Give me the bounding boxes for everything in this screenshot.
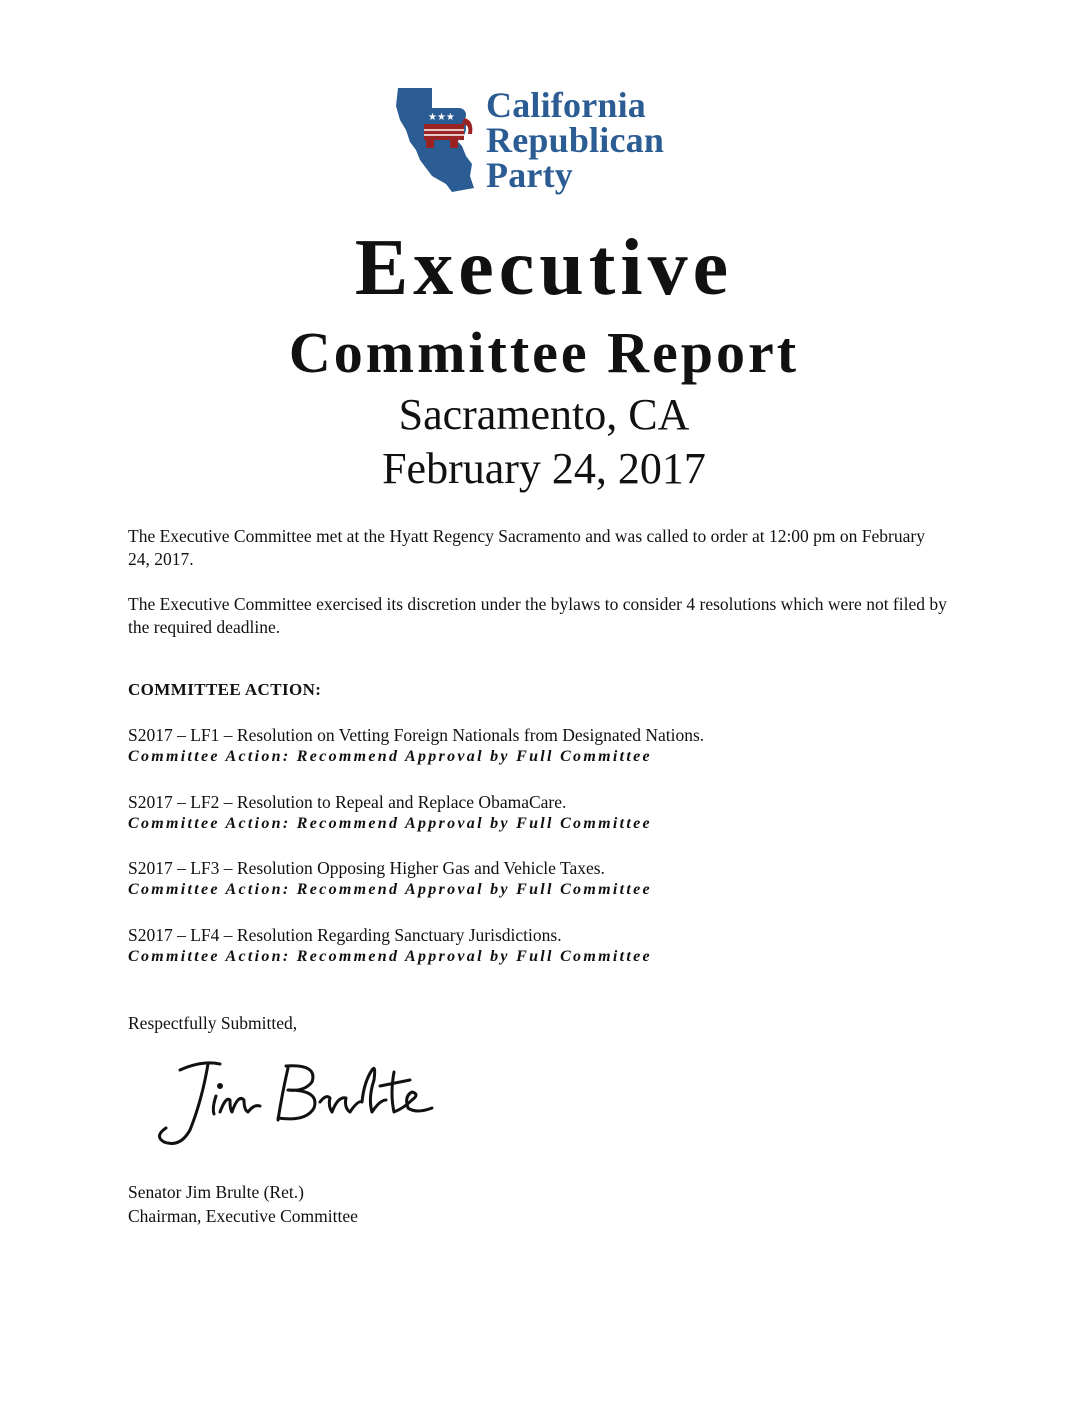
resolution-item bbox=[128, 924, 948, 968]
resolution-title: S2017 – LF2 – Resolution to Repeal and Replace ObamaCare. bbox=[128, 792, 567, 812]
logo-line-3: Party bbox=[486, 155, 573, 195]
signer-name: Senator Jim Brulte (Ret.) bbox=[128, 1182, 304, 1202]
document-title: Executive bbox=[354, 224, 734, 312]
resolution-title: S2017 – LF1 – Resolution on Vetting Foreign Nationals from Designated Nations. bbox=[128, 725, 705, 745]
signer-block bbox=[128, 1180, 358, 1228]
meeting-location: Sacramento, CA bbox=[398, 390, 690, 439]
resolution-item bbox=[128, 857, 948, 901]
document-subtitle: Committee Report bbox=[288, 320, 800, 385]
handwritten-signature bbox=[150, 1050, 450, 1150]
resolution-title: S2017 – LF4 – Resolution Regarding Sanctuary Jurisdictions. bbox=[128, 925, 562, 945]
svg-text:★★★: ★★★ bbox=[428, 112, 455, 123]
logo-wordmark bbox=[486, 85, 665, 195]
party-logo bbox=[392, 84, 702, 196]
discretion-paragraph: The Executive Committee exercised its discretion under the bylaws to consider 4 resolutions which were not filed by the required deadline. bbox=[128, 594, 947, 637]
signer-role: Chairman, Executive Committee bbox=[128, 1206, 358, 1226]
resolution-action: Committee Action: Recommend Approval by Full Committee bbox=[128, 948, 652, 965]
closing-line: Respectfully Submitted, bbox=[128, 1013, 298, 1033]
section-heading: COMMITTEE ACTION: bbox=[128, 680, 322, 699]
resolution-action: Committee Action: Recommend Approval by Full Committee bbox=[128, 881, 652, 898]
california-elephant-icon bbox=[392, 84, 484, 196]
logo-line-2: Republican bbox=[486, 120, 665, 160]
meeting-date: February 24, 2017 bbox=[382, 444, 706, 493]
logo-line-1: California bbox=[486, 85, 646, 125]
resolution-item bbox=[128, 724, 948, 768]
resolution-action: Committee Action: Recommend Approval by Full Committee bbox=[128, 748, 652, 765]
intro-paragraph: The Executive Committee met at the Hyatt Regency Sacramento and was called to order at 12:00 pm on February 24, 2017. bbox=[128, 526, 925, 569]
resolution-item bbox=[128, 791, 948, 835]
resolution-action: Committee Action: Recommend Approval by Full Committee bbox=[128, 815, 652, 832]
resolution-title: S2017 – LF3 – Resolution Opposing Higher Gas and Vehicle Taxes. bbox=[128, 858, 605, 878]
